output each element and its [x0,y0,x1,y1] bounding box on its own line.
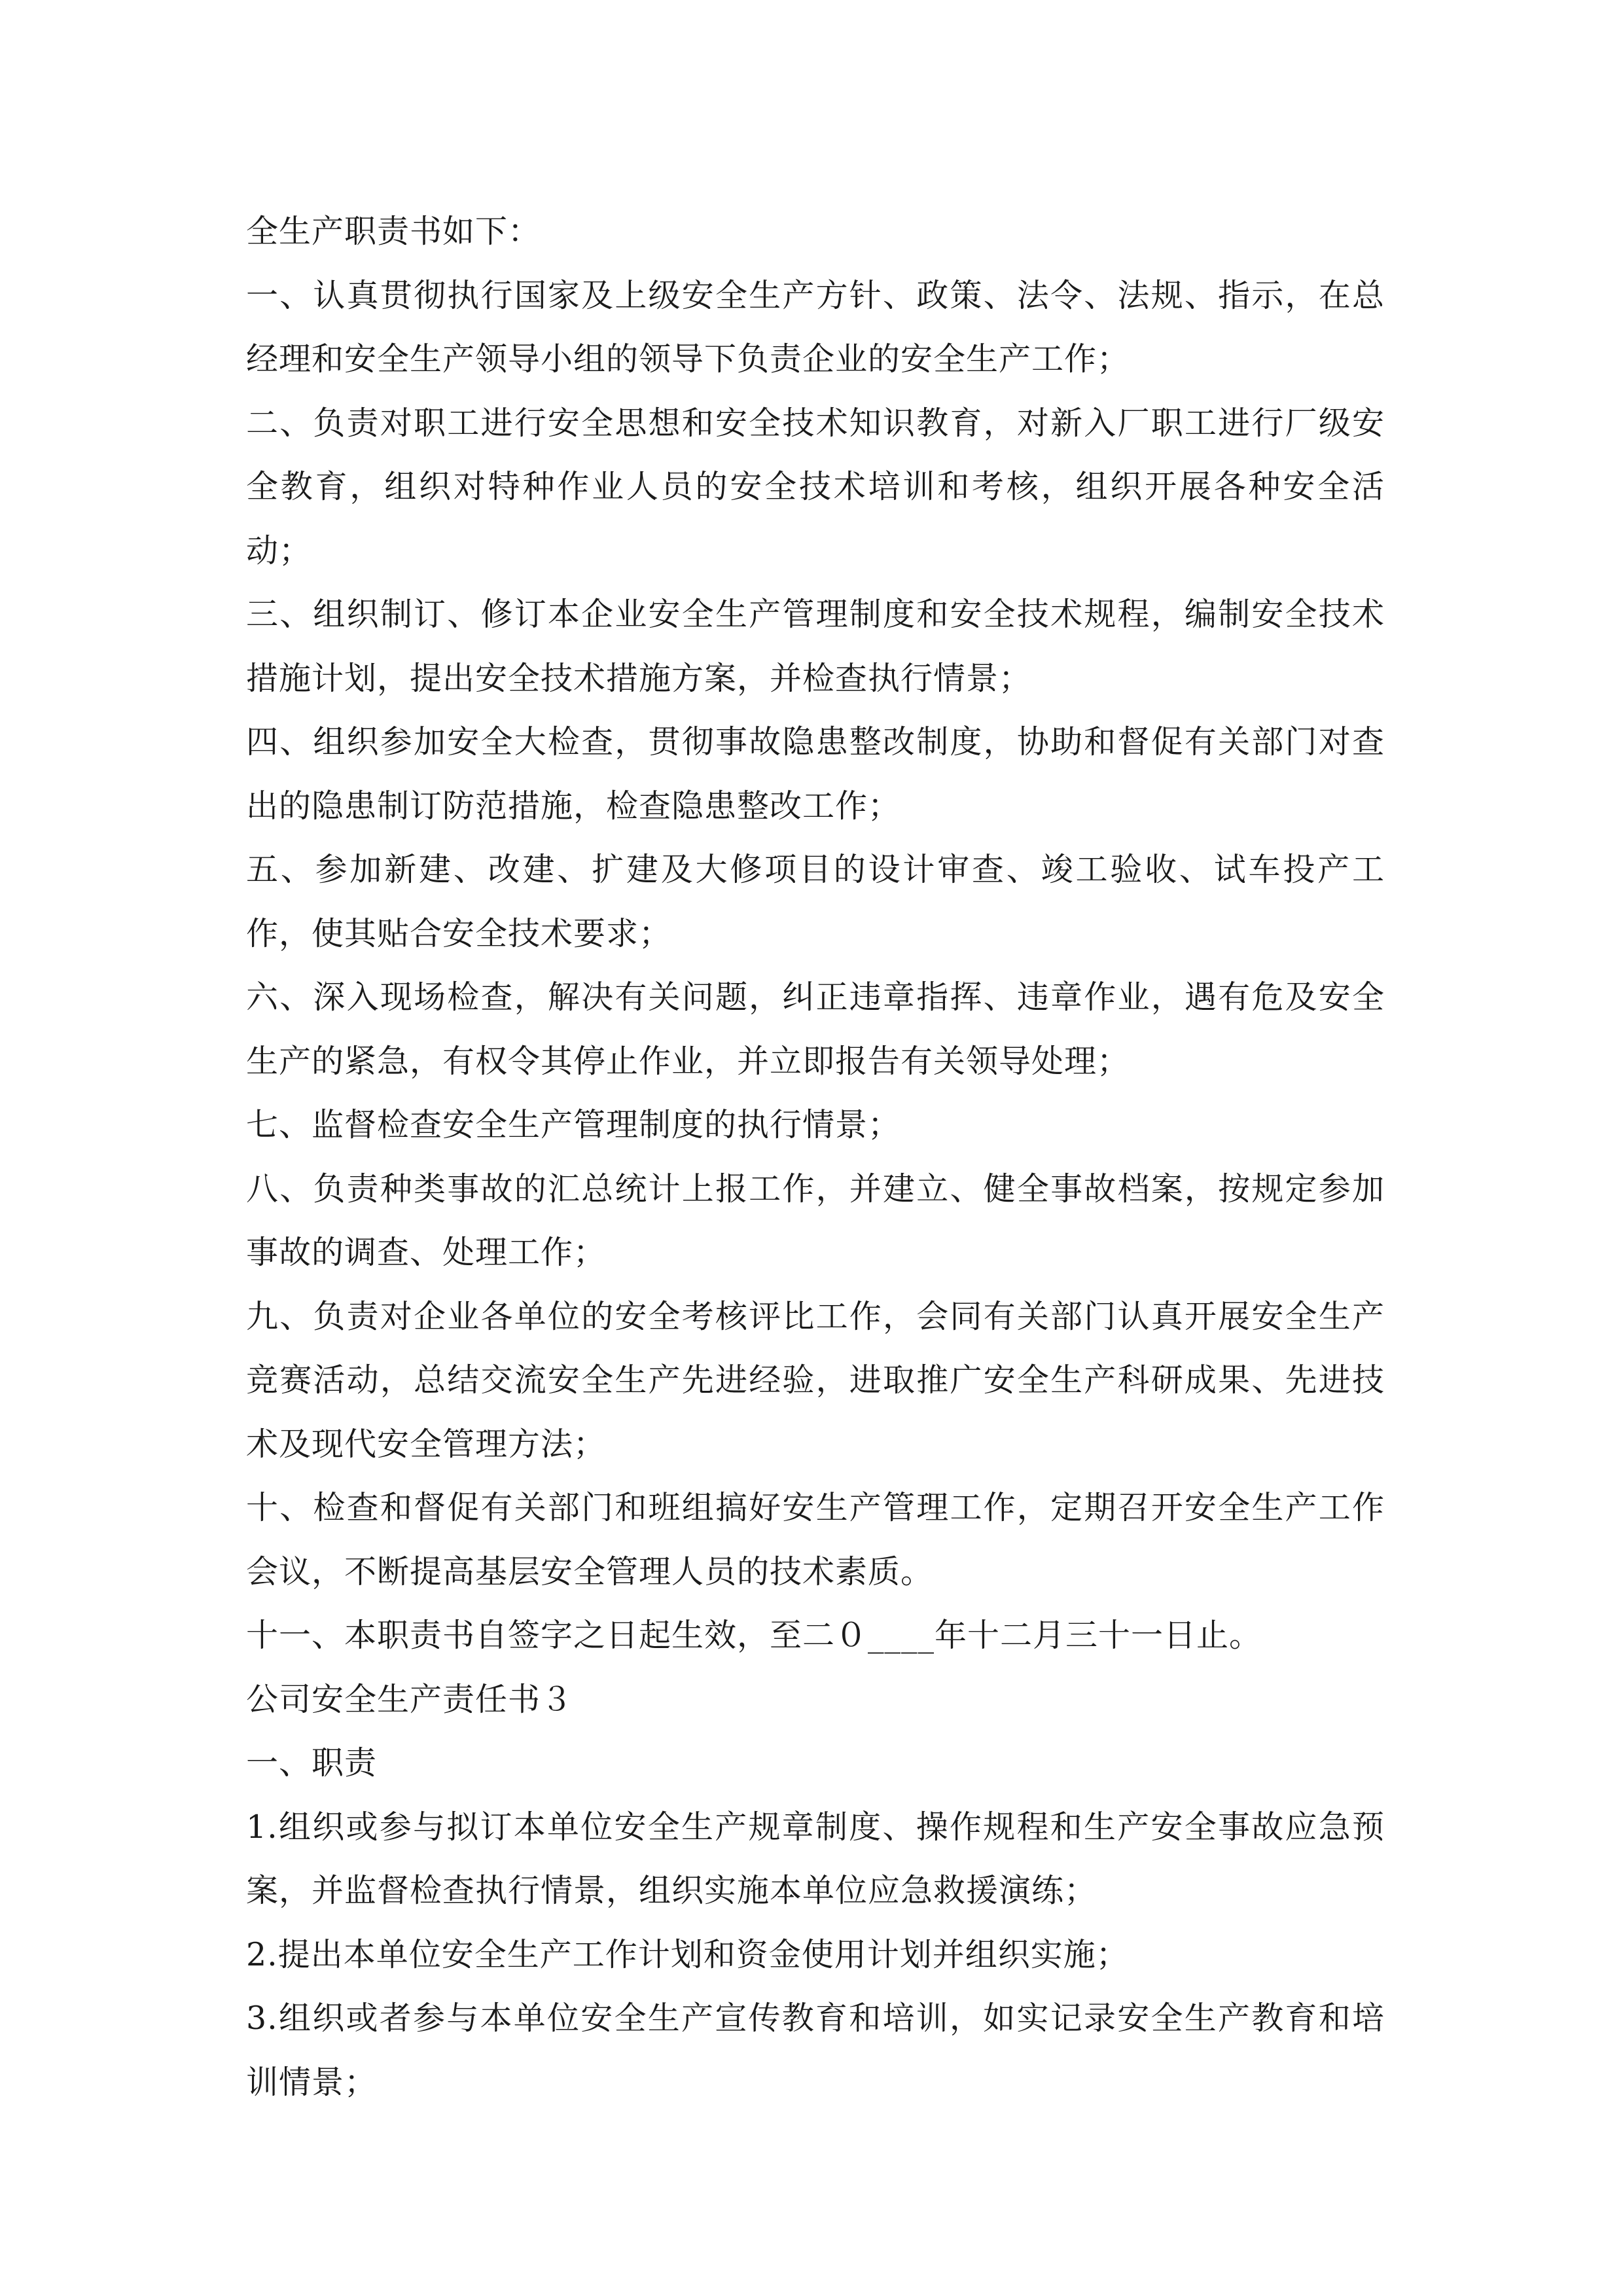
duty-item-1: 一、认真贯彻执行国家及上级安全生产方针、政策、法令、法规、指示，在总经理和安全生产领导小组的领导下负责企业的安全生产工作； [246,276,1385,378]
numbered-item-1: 1.组织或参与拟订本单位安全生产规章制度、操作规程和生产安全事故应急预案，并监督检查执行情景，组织实施本单位应急救援演练； [246,1808,1385,1909]
document-body [246,200,1385,2114]
intro-line: 全生产职责书如下： [246,213,541,250]
duty-item-2: 二、负责对职工进行安全思想和安全技术知识教育，对新入厂职工进行厂级安全教育，组织对特种作业人员的安全技术培训和考核，组织开展各种安全活动； [246,404,1385,569]
duty-item-7: 七、监督检查安全生产管理制度的执行情景； [246,1106,901,1143]
duty-item-9: 九、负责对企业各单位的安全考核评比工作，会同有关部门认真开展安全生产竞赛活动，总结交流安全生产先进经验，进取推广安全生产科研成果、先进技术及现代安全管理方法； [246,1297,1385,1463]
duty-item-3: 三、组织制订、修订本企业安全生产管理制度和安全技术规程，编制安全技术措施计划，提出安全技术措施方案，并检查执行情景； [246,596,1385,697]
duty-item-8: 八、负责种类事故的汇总统计上报工作，并建立、健全事故档案，按规定参加事故的调查、处理工作； [246,1170,1385,1271]
duty-item-4: 四、组织参加安全大检查，贯彻事故隐患整改制度，协助和督促有关部门对查出的隐患制订防范措施，检查隐患整改工作； [246,723,1385,825]
section-heading-duties: 一、职责 [246,1744,378,1782]
section-title: 公司安全生产责任书３ [246,1680,574,1718]
numbered-item-2: 2.提出本单位安全生产工作计划和资金使用计划并组织实施； [246,1935,1129,1973]
duty-item-5: 五、参加新建、改建、扩建及大修项目的设计审查、竣工验收、试车投产工作，使其贴合安全技术要求； [246,851,1385,952]
numbered-item-3: 3.组织或者参与本单位安全生产宣传教育和培训，如实记录安全生产教育和培训情景； [246,2000,1385,2101]
duty-item-11: 十一、本职责书自签字之日起生效，至二０____年十二月三十一日止。 [246,1617,1262,1654]
duty-item-10: 十、检查和督促有关部门和班组搞好安生产管理工作，定期召开安全生产工作会议，不断提高基层安全管理人员的技术素质。 [246,1489,1385,1590]
duty-item-6: 六、深入现场检查，解决有关问题，纠正违章指挥、违章作业，遇有危及安全生产的紧急，有权令其停止作业，并立即报告有关领导处理； [246,978,1385,1080]
